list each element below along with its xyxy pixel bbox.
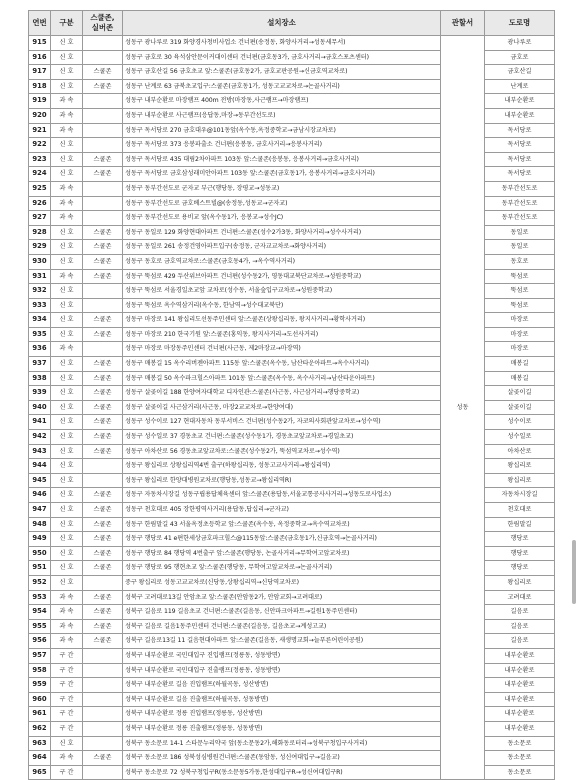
row-zone	[83, 692, 123, 707]
row-location: 성동구 마장로 마장동주민센터 건너편(사근동, 제2마장교→마장역)	[123, 342, 441, 357]
row-road: 동부간선도로	[485, 196, 555, 211]
row-location: 성동구 뚝섬로 서울경일초교앞 교차로(성수동, 서울숲입구교차로→성원중학교)	[123, 284, 441, 299]
row-location: 성동구 동일로 129 화양현대아파트 건너편:스쿨존(성수2가3동, 화양사거리→성수사거리)	[123, 225, 441, 240]
row-number: 925	[29, 181, 51, 196]
row-location: 성동구 동부간선도로 군자교 부근(행당동, 장평교→성동교)	[123, 181, 441, 196]
row-zone: 스쿨존	[83, 590, 123, 605]
row-number: 915	[29, 36, 51, 51]
row-road: 아차산로	[485, 444, 555, 459]
row-road: 동소문로	[485, 751, 555, 766]
row-road: 독서당로	[485, 152, 555, 167]
row-type: 신 호	[51, 357, 83, 372]
row-location: 성북구 내부순환로 국민대입구 진입램프(정릉동, 성동방면)	[123, 648, 441, 663]
row-road: 살곶이길	[485, 386, 555, 401]
row-type: 구 간	[51, 663, 83, 678]
row-road: 내부순환로	[485, 648, 555, 663]
row-type: 신 호	[51, 225, 83, 240]
row-location: 성동구 마장로 141 왕십리도선동주민센터 앞:스쿨존(상왕십리동, 왕지사거리→황학사거리)	[123, 313, 441, 328]
row-number: 916	[29, 50, 51, 65]
row-road: 금호로	[485, 50, 555, 65]
row-number: 948	[29, 517, 51, 532]
row-type: 구 간	[51, 648, 83, 663]
row-zone: 스쿨존	[83, 532, 123, 547]
row-zone: 스쿨존	[83, 357, 123, 372]
row-number: 918	[29, 79, 51, 94]
row-number: 927	[29, 211, 51, 226]
row-zone: 스쿨존	[83, 327, 123, 342]
row-road: 마장로	[485, 313, 555, 328]
row-number: 958	[29, 663, 51, 678]
row-location: 성동구 동호로 금호역교차로:스쿨존(금호동4가, →옥수역사거리)	[123, 254, 441, 269]
row-number: 939	[29, 386, 51, 401]
row-road: 왕십리로	[485, 575, 555, 590]
row-location: 성동구 독서당로 270 금호대우@101동앞(옥수동,옥정중학교→금남시장교차로)	[123, 123, 441, 138]
row-location: 성북구 내부순환로 길음 진출램프(하월곡동, 성동방면)	[123, 692, 441, 707]
row-location: 성동구 성수이로 127 현대자동차 동부서비스 건너편(성수동2가, 자코의사회관앞교차로→성수역)	[123, 415, 441, 430]
row-type: 과 속	[51, 634, 83, 649]
row-type: 과 속	[51, 94, 83, 109]
row-location: 성북구 동소문로 186 성북성심병원건너편:스쿨존(동암동, 성신여대입구→길음교)	[123, 751, 441, 766]
row-number: 933	[29, 298, 51, 313]
row-zone	[83, 36, 123, 51]
row-zone	[83, 94, 123, 109]
row-zone: 스쿨존	[83, 79, 123, 94]
row-location: 성동구 아차산로 56 경동초교앞교차로:스쿨존(성수동2가, 뚝섬역교차로→성수역)	[123, 444, 441, 459]
row-road: 독서당로	[485, 123, 555, 138]
row-type: 신 호	[51, 503, 83, 518]
row-road: 독서당로	[485, 167, 555, 182]
row-number: 956	[29, 634, 51, 649]
row-number: 952	[29, 575, 51, 590]
row-type: 과 속	[51, 590, 83, 605]
row-type: 신 호	[51, 240, 83, 255]
row-type: 신 호	[51, 371, 83, 386]
row-zone: 스쿨존	[83, 561, 123, 576]
row-zone	[83, 765, 123, 780]
row-type: 신 호	[51, 254, 83, 269]
row-road: 길음로	[485, 605, 555, 620]
row-zone: 스쿨존	[83, 386, 123, 401]
row-type: 신 호	[51, 400, 83, 415]
header-zone: 스쿨존, 실버존	[83, 11, 123, 36]
row-road: 동일로	[485, 240, 555, 255]
row-zone: 스쿨존	[83, 415, 123, 430]
row-location: 성동구 왕십리로 상왕십리역4번 출구(하왕십리동, 성동고교사거리→왕십리역)	[123, 459, 441, 474]
row-zone: 스쿨존	[83, 269, 123, 284]
row-number: 955	[29, 619, 51, 634]
row-road: 내부순환로	[485, 721, 555, 736]
row-zone: 스쿨존	[83, 254, 123, 269]
row-zone: 스쿨존	[83, 313, 123, 328]
row-type: 과 속	[51, 269, 83, 284]
row-type: 구 간	[51, 721, 83, 736]
row-type: 신 호	[51, 459, 83, 474]
row-road: 동소문로	[485, 765, 555, 780]
row-zone	[83, 196, 123, 211]
row-number: 932	[29, 284, 51, 299]
row-road: 살곶이길	[485, 400, 555, 415]
row-type: 신 호	[51, 327, 83, 342]
row-number: 940	[29, 400, 51, 415]
row-zone: 스쿨존	[83, 400, 123, 415]
row-road: 뚝섬로	[485, 284, 555, 299]
row-number: 961	[29, 707, 51, 722]
row-location: 성동구 동부간선도로 금호베스트빌@(송정동,성동교→군자교)	[123, 196, 441, 211]
row-type: 신 호	[51, 575, 83, 590]
row-road: 마장로	[485, 342, 555, 357]
row-type: 신 호	[51, 532, 83, 547]
row-number: 947	[29, 503, 51, 518]
row-road: 마장로	[485, 327, 555, 342]
row-number: 946	[29, 488, 51, 503]
row-zone	[83, 298, 123, 313]
row-zone	[83, 181, 123, 196]
row-road: 동부간선도로	[485, 181, 555, 196]
row-road: 매봉길	[485, 357, 555, 372]
row-location: 성북구 내부순환로 정릉 진입램프(정릉동, 성산방면)	[123, 707, 441, 722]
row-road: 내부순환로	[485, 707, 555, 722]
row-location: 성동구 독서당로 금호삼성래미안아파트 103동 앞:스쿨존(금호동1가, 응봉사거리→금호사거리)	[123, 167, 441, 182]
row-type: 과 속	[51, 196, 83, 211]
row-type: 신 호	[51, 561, 83, 576]
row-type: 과 속	[51, 123, 83, 138]
row-road: 길음로	[485, 619, 555, 634]
row-zone: 스쿨존	[83, 444, 123, 459]
row-zone	[83, 123, 123, 138]
row-road: 뚝섬로	[485, 269, 555, 284]
row-number: 919	[29, 94, 51, 109]
row-zone: 스쿨존	[83, 619, 123, 634]
row-zone: 스쿨존	[83, 488, 123, 503]
row-type: 신 호	[51, 488, 83, 503]
row-number: 926	[29, 196, 51, 211]
row-number: 936	[29, 342, 51, 357]
row-location: 성북구 내부순환로 국민대입구 진출램프(정릉동, 성동방면)	[123, 663, 441, 678]
row-location: 성북구 동소문로 14-1 스타문누리약국 앞(동소문동2가,해화동로터리→성북구청입구사거리)	[123, 736, 441, 751]
camera-location-table	[28, 10, 555, 780]
row-type: 구 간	[51, 678, 83, 693]
row-zone	[83, 108, 123, 123]
header-no: 연번	[29, 11, 51, 36]
row-type: 과 속	[51, 619, 83, 634]
row-zone: 스쿨존	[83, 517, 123, 532]
row-type: 신 호	[51, 152, 83, 167]
row-number: 951	[29, 561, 51, 576]
row-zone	[83, 459, 123, 474]
row-zone	[83, 575, 123, 590]
row-road: 천호대로	[485, 503, 555, 518]
row-road: 동호로	[485, 254, 555, 269]
scrollbar[interactable]	[572, 540, 576, 604]
row-road: 내부순환로	[485, 663, 555, 678]
row-location: 성동구 마장로 210 한국기원 앞:스쿨존(홍익동, 왕지사거리→도선사거리)	[123, 327, 441, 342]
row-type: 신 호	[51, 167, 83, 182]
row-location: 성동구 금호로 30 육석삼안문이커대이센터 건너편(금호동3가, 금호사거리→금호스포츠센터)	[123, 50, 441, 65]
row-location: 성동구 성수일로 37 경동초교 건너편:스쿨존(성수동1가, 경동초교앞교차로→경일초교)	[123, 430, 441, 445]
row-type: 과 속	[51, 342, 83, 357]
row-type: 구 간	[51, 765, 83, 780]
header-type: 구분	[51, 11, 83, 36]
row-type: 과 속	[51, 181, 83, 196]
table-body	[29, 36, 555, 780]
row-type: 신 호	[51, 298, 83, 313]
row-zone: 스쿨존	[83, 225, 123, 240]
row-number: 938	[29, 371, 51, 386]
row-road: 내부순환로	[485, 692, 555, 707]
row-zone	[83, 342, 123, 357]
row-location: 성동구 왕십리로 한양대병원교차로(행당동,성동교→왕십리역R)	[123, 473, 441, 488]
row-type: 신 호	[51, 444, 83, 459]
row-location: 성동구 행당로 95 행현초교 앞:스쿨존(행당동, 무학여고앞교차로→논골사거리)	[123, 561, 441, 576]
row-type: 신 호	[51, 65, 83, 80]
row-road: 행당로	[485, 561, 555, 576]
row-zone	[83, 678, 123, 693]
row-location: 성북구 길음로 길음1동주민센터 건너편:스쿨존(길음동, 길음초교→계성고교)	[123, 619, 441, 634]
row-number: 962	[29, 721, 51, 736]
row-location: 성동구 한림말길 43 서울옥정초등학교 앞:스쿨존(옥수동, 옥정중학교→옥수역교차로)	[123, 517, 441, 532]
row-zone: 스쿨존	[83, 152, 123, 167]
row-number: 921	[29, 123, 51, 138]
row-road: 성수일로	[485, 430, 555, 445]
row-type: 신 호	[51, 415, 83, 430]
row-location: 성동구 난계로 63 금북초교입구:스쿨존(금호동1가, 성동고교교차로→논골사거리)	[123, 79, 441, 94]
row-type: 신 호	[51, 546, 83, 561]
row-number: 953	[29, 590, 51, 605]
row-location: 성동구 자동차시장길 성동구립용답체육센터 앞:스쿨존(용답동,서울교통공사사거리→성동도로사업소)	[123, 488, 441, 503]
row-location: 성북구 길음로13길 11 길음현대아파트 앞:스쿨존(길음동, 새생명교회→늘푸른어린이공원)	[123, 634, 441, 649]
row-road: 동일로	[485, 225, 555, 240]
row-zone	[83, 663, 123, 678]
row-type: 구 간	[51, 692, 83, 707]
header-road: 도로명	[485, 11, 555, 36]
row-zone	[83, 138, 123, 153]
row-office: 성동	[441, 36, 485, 780]
row-zone	[83, 211, 123, 226]
row-number: 934	[29, 313, 51, 328]
row-location: 성동구 천호대로 405 장한평역사거리(용답동,답십리→군자교)	[123, 503, 441, 518]
row-number: 945	[29, 473, 51, 488]
row-type: 신 호	[51, 138, 83, 153]
row-road: 광나루로	[485, 36, 555, 51]
row-road: 내부순환로	[485, 108, 555, 123]
row-location: 성동구 독서당로 373 응봉파출소 건너편(응봉동, 금호사거리→응봉사거리)	[123, 138, 441, 153]
row-zone: 스쿨존	[83, 430, 123, 445]
row-type: 신 호	[51, 284, 83, 299]
row-number: 937	[29, 357, 51, 372]
row-location: 성동구 금호산길 56 금호초교 앞:스쿨존(금호동2가, 금호교판공원→신금호역교차로)	[123, 65, 441, 80]
row-zone: 스쿨존	[83, 503, 123, 518]
row-road: 내부순환로	[485, 678, 555, 693]
row-number: 944	[29, 459, 51, 474]
row-number: 954	[29, 605, 51, 620]
table-header-row	[29, 11, 555, 36]
row-type: 신 호	[51, 736, 83, 751]
header-location: 설치장소	[123, 11, 441, 36]
row-number: 941	[29, 415, 51, 430]
row-road: 난계로	[485, 79, 555, 94]
row-location: 성북구 동소문로 72 성북구청입구R(동소문동5가동,한성대입구R→성신여대입구R)	[123, 765, 441, 780]
row-number: 957	[29, 648, 51, 663]
row-number: 964	[29, 751, 51, 766]
row-zone: 스쿨존	[83, 634, 123, 649]
row-zone	[83, 648, 123, 663]
row-number: 930	[29, 254, 51, 269]
row-road: 행당로	[485, 546, 555, 561]
row-road: 고려대로	[485, 590, 555, 605]
row-zone: 스쿨존	[83, 546, 123, 561]
row-road: 내부순환로	[485, 94, 555, 109]
row-location: 성동구 뚝섬로 429 두산위브아파트 건너편(성수동2가, 영동대교북단교차로→성원중학교)	[123, 269, 441, 284]
row-location: 성동구 독서당로 435 대림2차아파트 103동 앞:스쿨존(응봉동, 응봉사거리→금호사거리)	[123, 152, 441, 167]
row-zone: 스쿨존	[83, 240, 123, 255]
row-number: 917	[29, 65, 51, 80]
row-road: 동부간선도로	[485, 211, 555, 226]
row-type: 신 호	[51, 386, 83, 401]
row-road: 왕십리로	[485, 473, 555, 488]
row-road: 성수이로	[485, 415, 555, 430]
row-zone	[83, 473, 123, 488]
row-location: 성동구 광나루로 319 화양경사청비사업소 건너편(송정동, 화양사거리→성동세무서)	[123, 36, 441, 51]
row-number: 960	[29, 692, 51, 707]
row-location: 성동구 행당로 41 e편한세상금호파크힐스@115동앞:스쿨존(금호동1가,신금호역→논골사거리)	[123, 532, 441, 547]
row-type: 신 호	[51, 313, 83, 328]
row-location: 성동구 뚝섬로 옥수역삼거리(옥수동, 한남역→성수대교북단)	[123, 298, 441, 313]
row-number: 920	[29, 108, 51, 123]
row-number: 949	[29, 532, 51, 547]
row-road: 매봉길	[485, 371, 555, 386]
row-road: 독서당로	[485, 138, 555, 153]
row-type: 신 호	[51, 473, 83, 488]
row-number: 923	[29, 152, 51, 167]
row-type: 신 호	[51, 50, 83, 65]
row-location: 성북구 내부순환로 길음 진입램프(하월곡동, 성산방면)	[123, 678, 441, 693]
row-location: 중구 왕십리로 성동고교교차로(신당동,상왕십리역→신당역교차로)	[123, 575, 441, 590]
row-number: 959	[29, 678, 51, 693]
row-zone	[83, 284, 123, 299]
row-number: 950	[29, 546, 51, 561]
row-location: 성동구 행당로 84 행당역 4번출구 앞:스쿨존(행당동, 논골사거리→무학여고앞교차로)	[123, 546, 441, 561]
row-zone	[83, 50, 123, 65]
row-location: 성동구 매봉길 15 옥수리버젠아파트 115동 앞:스쿨존(옥수동, 남산타운아파트→옥수사거리)	[123, 357, 441, 372]
row-location: 성동구 내부순환로 사근램프(응답동,마장→동부간선도로)	[123, 108, 441, 123]
row-road: 금호산길	[485, 65, 555, 80]
row-zone	[83, 721, 123, 736]
row-type: 신 호	[51, 430, 83, 445]
row-location: 성동구 내부순환로 마장램프 400m 전방(마장동,사근램프→마장램프)	[123, 94, 441, 109]
row-road: 길음로	[485, 634, 555, 649]
row-zone	[83, 736, 123, 751]
row-number: 943	[29, 444, 51, 459]
row-road: 동소문로	[485, 736, 555, 751]
row-type: 구 간	[51, 707, 83, 722]
row-type: 과 속	[51, 605, 83, 620]
row-location: 성동구 동부간선도로 용비교 앞(옥수동1가, 응봉교→성수JC)	[123, 211, 441, 226]
row-road: 뚝섬로	[485, 298, 555, 313]
row-number: 935	[29, 327, 51, 342]
row-location: 성북구 고려대로13길 안암초교 앞:스쿨존(안암동2가, 안암교회→고려대로)	[123, 590, 441, 605]
row-zone: 스쿨존	[83, 605, 123, 620]
row-number: 928	[29, 225, 51, 240]
row-location: 성동구 매봉길 50 옥수파크힐스아파트 101동 앞:스쿨존(옥수동, 옥수사거리→남산타운아파트)	[123, 371, 441, 386]
row-type: 신 호	[51, 79, 83, 94]
table-row	[29, 36, 555, 51]
row-number: 942	[29, 430, 51, 445]
row-number: 929	[29, 240, 51, 255]
row-location: 성동구 동일로 261 송정건영아파트입구(송정동, 군자교교차로→화양사거리)	[123, 240, 441, 255]
row-location: 성동구 살곶이길 188 한양여자대학교 디자인관:스쿨존(사근동, 사근삼거리→행당중학교)	[123, 386, 441, 401]
row-number: 963	[29, 736, 51, 751]
row-road: 왕십리로	[485, 459, 555, 474]
row-type: 신 호	[51, 517, 83, 532]
row-zone: 스쿨존	[83, 65, 123, 80]
row-type: 신 호	[51, 36, 83, 51]
row-road: 한림말길	[485, 517, 555, 532]
row-location: 성북구 길음로 119 길음초교 건너편:스쿨존(길음동, 신안파크아파트→길원1동주민센터)	[123, 605, 441, 620]
row-zone: 스쿨존	[83, 751, 123, 766]
row-number: 924	[29, 167, 51, 182]
row-location: 성북구 내부순환로 정릉 진출램프(정릉동, 성동방면)	[123, 721, 441, 736]
row-type: 과 속	[51, 751, 83, 766]
row-zone: 스쿨존	[83, 167, 123, 182]
row-number: 965	[29, 765, 51, 780]
row-type: 과 속	[51, 211, 83, 226]
row-road: 자동차시장길	[485, 488, 555, 503]
header-office: 관할서	[441, 11, 485, 36]
row-number: 922	[29, 138, 51, 153]
row-number: 931	[29, 269, 51, 284]
row-road: 행당로	[485, 532, 555, 547]
row-location: 성동구 살곶이길 사근삼거리(사근동, 마장2교교차로→한양여대)	[123, 400, 441, 415]
row-zone: 스쿨존	[83, 371, 123, 386]
row-type: 과 속	[51, 108, 83, 123]
row-zone	[83, 707, 123, 722]
